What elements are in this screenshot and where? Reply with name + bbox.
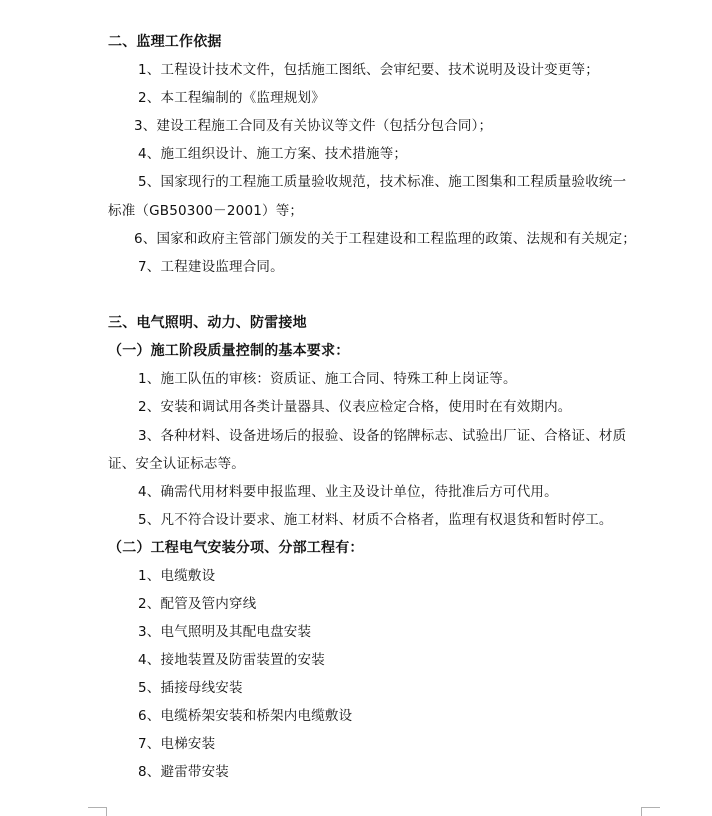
sub-1-item-2: 2、安装和调试用各类计量器具、仪表应检定合格，使用时在有效期内。 [138, 399, 572, 415]
section-2-item-5: 5、国家现行的工程施工质量验收规范，技术标准、施工图集和工程质量验收统一 [138, 174, 627, 190]
section-3-heading: 三、电气照明、动力、防雷接地 [108, 315, 307, 331]
section-3-sub-1-heading: （一）施工阶段质量控制的基本要求： [108, 343, 350, 359]
section-2-heading: 二、监理工作依据 [108, 34, 222, 50]
section-2-item-2: 2、本工程编制的《监理规划》 [138, 90, 325, 106]
section-2-item-5-cont: 标准（GB50300－2001）等； [108, 203, 304, 219]
margin-corner-mark-right [641, 807, 660, 816]
sub-2-item-8: 8、避雷带安装 [138, 764, 229, 780]
sub-1-item-5: 5、凡不符合设计要求、施工材料、材质不合格者，监理有权退货和暂时停工。 [138, 512, 613, 528]
sub-2-item-4: 4、接地装置及防雷装置的安装 [138, 652, 325, 668]
section-2-item-4: 4、施工组织设计、施工方案、技术措施等； [138, 146, 408, 162]
sub-1-item-3: 3、各种材料、设备进场后的报验、设备的铭牌标志、试验出厂证、合格证、材质 [138, 428, 627, 444]
sub-1-item-4: 4、确需代用材料要申报监理、业主及设计单位，待批准后方可代用。 [138, 484, 558, 500]
sub-2-item-2: 2、配管及管内穿线 [138, 596, 257, 612]
sub-2-item-3: 3、电气照明及其配电盘安装 [138, 624, 312, 640]
margin-corner-mark-left [88, 807, 107, 816]
section-2-item-7: 7、工程建设监理合同。 [138, 259, 284, 275]
sub-1-item-3-cont: 证、安全认证标志等。 [108, 456, 245, 472]
section-2-item-1: 1、工程设计技术文件，包括施工图纸、会审纪要、技术说明及设计变更等； [138, 62, 599, 78]
section-2-item-3: 3、建设工程施工合同及有关协议等文件（包括分包合同）； [134, 118, 493, 134]
section-3-sub-2-heading: （二）工程电气安装分项、分部工程有： [108, 540, 364, 556]
sub-2-item-1: 1、电缆敷设 [138, 568, 216, 584]
sub-2-item-6: 6、电缆桥架安装和桥架内电缆敷设 [138, 708, 353, 724]
sub-1-item-1: 1、施工队伍的审核：资质证、施工合同、特殊工种上岗证等。 [138, 371, 517, 387]
sub-2-item-5: 5、插接母线安装 [138, 680, 243, 696]
section-2-item-6: 6、国家和政府主管部门颁发的关于工程建设和工程监理的政策、法规和有关规定； [134, 231, 636, 247]
sub-2-item-7: 7、电梯安装 [138, 736, 216, 752]
